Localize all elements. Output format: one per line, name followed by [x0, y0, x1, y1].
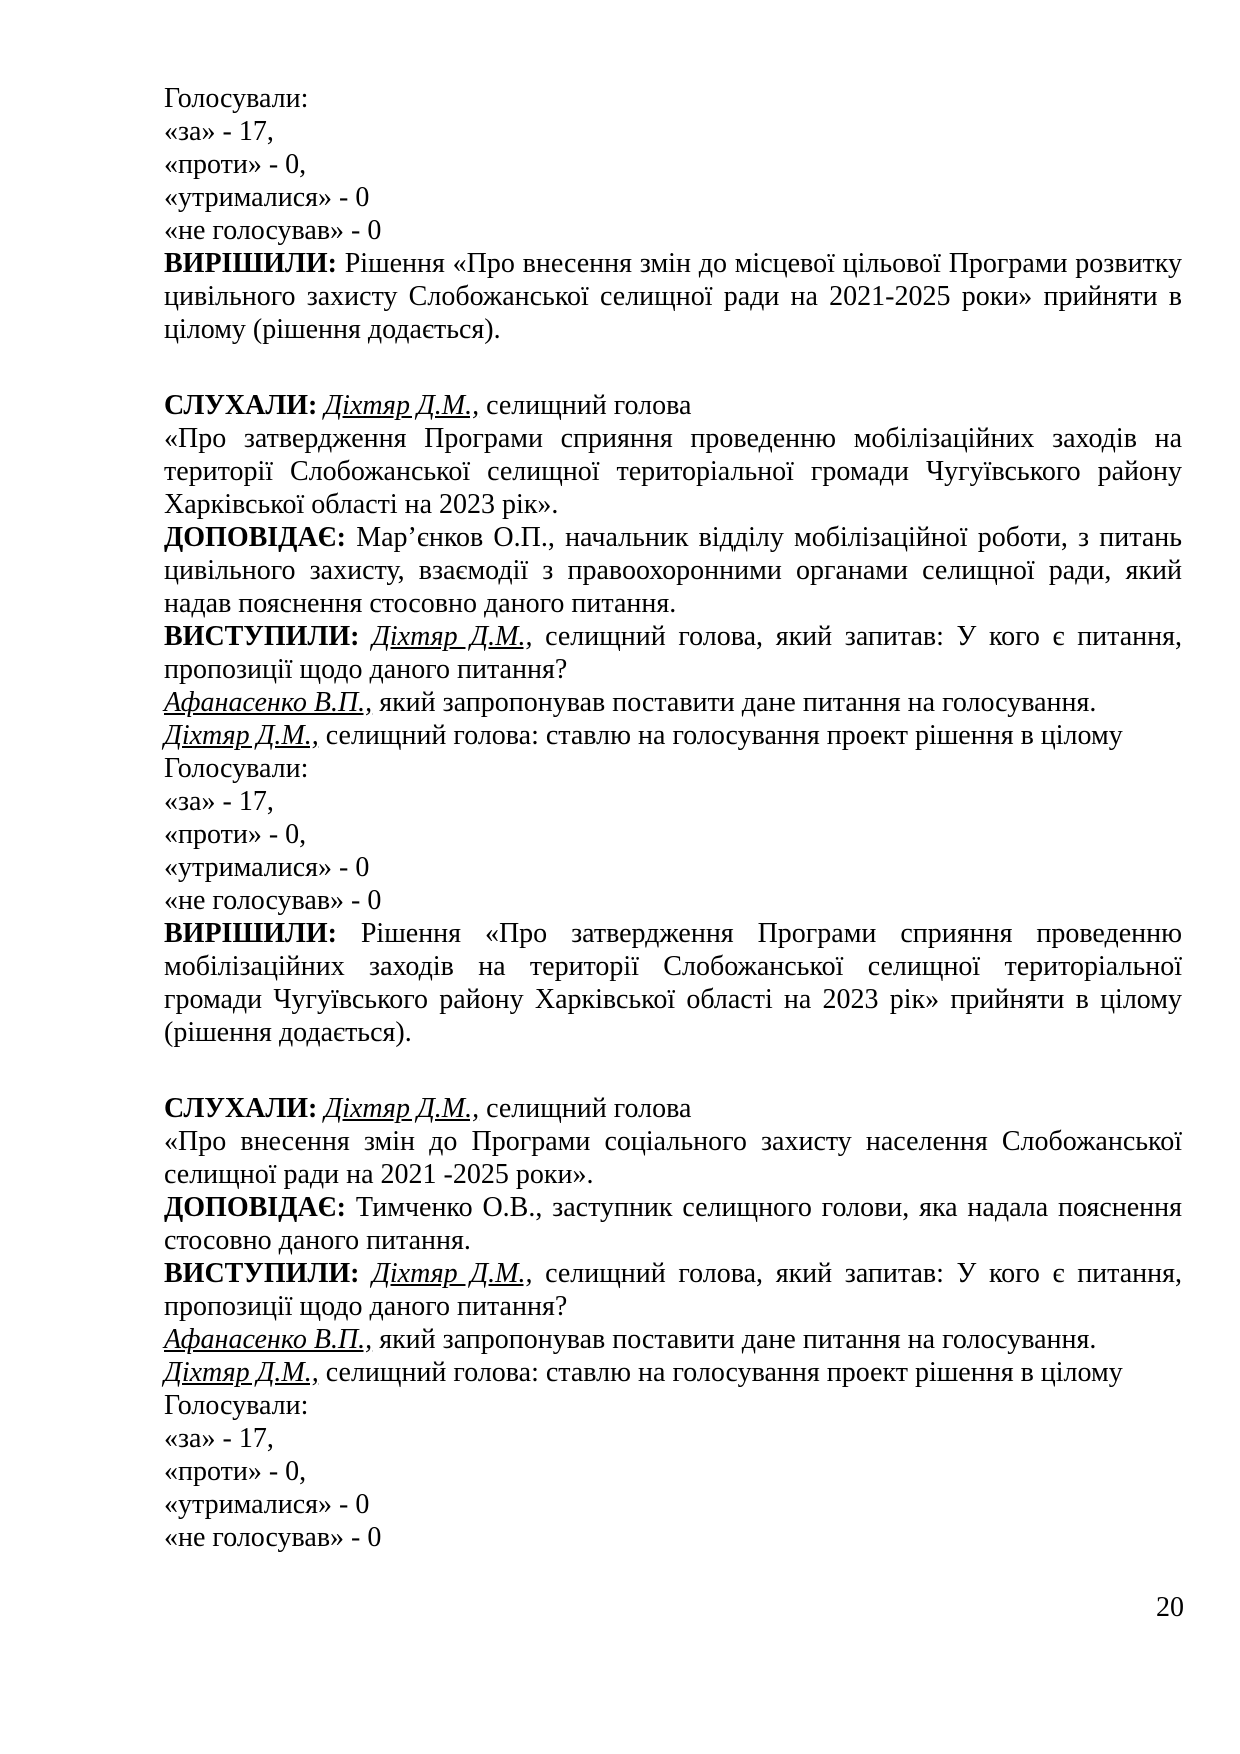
reports-paragraph [164, 1191, 1182, 1257]
put-person: Діхтяр Д.М., [164, 1357, 319, 1388]
reports-label: ДОПОВІДАЄ: [164, 522, 346, 553]
heard-role: селищний голова [486, 1093, 692, 1124]
proposal-paragraph [164, 1323, 1182, 1356]
spoke-person: Діхтяр Д.М., [372, 1258, 533, 1289]
decided-label: ВИРІШИЛИ: [164, 248, 337, 279]
proposal-person: Афанасенко В.П., [164, 1324, 373, 1355]
decision-paragraph [164, 247, 1182, 346]
votes-for: «за» - 17, [164, 116, 274, 147]
decided-text: Рішення «Про внесення змін до місцевої цільової Програми розвитку цивільного захисту Слобожанської селищної ради на 2021-2025 роки» прийняти в цілому (рішення додається). [164, 248, 1182, 345]
spoke-text: селищний голова, який запитав: У кого є питання, пропозиції щодо даного питання? [164, 1258, 1183, 1322]
spoke-text: селищний голова, який запитав: У кого є питання, пропозиції щодо даного питання? [164, 621, 1183, 685]
reports-text: Мар’єнков О.П., начальник відділу мобілізаційної роботи, з питань цивільного захисту, взаємодії з правоохоронними органами селищної ради, який надав пояснення стосовно даного питання. [164, 522, 1183, 619]
spoke-paragraph [164, 1257, 1182, 1323]
votes-abstained: «утрималися» - 0 [164, 182, 370, 213]
proposal-paragraph [164, 686, 1182, 719]
votes-abstained: «утрималися» - 0 [164, 852, 370, 883]
reports-paragraph [164, 521, 1182, 620]
votes-for: «за» - 17, [164, 1423, 274, 1454]
proposal-text: який запропонував поставити дане питання на голосування. [379, 1324, 1097, 1355]
put-person: Діхтяр Д.М., [164, 720, 319, 751]
put-text: селищний голова: ставлю на голосування проект рішення в цілому [325, 720, 1123, 751]
spoke-paragraph [164, 620, 1182, 686]
decided-label: ВИРІШИЛИ: [164, 918, 337, 949]
reports-text: Тимченко О.В., заступник селищного голови, яка надала пояснення стосовно даного питання. [164, 1192, 1183, 1256]
votes-not-voted: «не голосував» - 0 [164, 1522, 382, 1553]
section-gap [164, 346, 1182, 389]
votes-not-voted: «не голосував» - 0 [164, 885, 382, 916]
votes-against: «проти» - 0, [164, 149, 307, 180]
section-gap [164, 1049, 1182, 1092]
heard-paragraph [164, 389, 1182, 422]
spoke-person: Діхтяр Д.М., [372, 621, 533, 652]
decided-text: Рішення «Про затвердження Програми сприяння проведенню мобілізаційних заходів на території Слобожанської селищної територіальної громади Чугуївського району Харківської області на 2023 рік» прийняти в цілому (рішення додається). [164, 918, 1183, 1048]
votes-against: «проти» - 0, [164, 819, 307, 850]
page-number: 20 [1156, 1592, 1184, 1623]
heard-paragraph [164, 1092, 1182, 1125]
votes-not-voted: «не голосував» - 0 [164, 215, 382, 246]
proposal-person: Афанасенко В.П., [164, 687, 373, 718]
topic-paragraph: «Про внесення змін до Програми соціального захисту населення Слобожанської селищної ради на 2021 -2025 роки». [164, 1126, 1182, 1190]
put-to-vote-paragraph [164, 719, 1182, 752]
spoke-label: ВИСТУПИЛИ: [164, 621, 360, 652]
put-text: селищний голова: ставлю на голосування проект рішення в цілому [325, 1357, 1123, 1388]
votes-for: «за» - 17, [164, 786, 274, 817]
reports-label: ДОПОВІДАЄ: [164, 1192, 346, 1223]
heard-person: Діхтяр Д.М., [324, 1093, 480, 1124]
heard-label: СЛУХАЛИ: [164, 390, 318, 421]
decision-paragraph [164, 917, 1182, 1049]
topic-paragraph: «Про затвердження Програми сприяння проведенню мобілізаційних заходів на території Слобожанської селищної територіальної громади Чугуївського району Харківської області на 2023 рік». [164, 423, 1182, 520]
heard-label: СЛУХАЛИ: [164, 1093, 318, 1124]
votes-header: Голосували: [164, 1390, 309, 1421]
spoke-label: ВИСТУПИЛИ: [164, 1258, 360, 1289]
votes-header: Голосували: [164, 753, 309, 784]
proposal-text: який запропонував поставити дане питання на голосування. [379, 687, 1097, 718]
document-page [164, 82, 1182, 1554]
heard-role: селищний голова [486, 390, 692, 421]
votes-against: «проти» - 0, [164, 1456, 307, 1487]
put-to-vote-paragraph [164, 1356, 1182, 1389]
votes-abstained: «утрималися» - 0 [164, 1489, 370, 1520]
heard-person: Діхтяр Д.М., [324, 390, 480, 421]
votes-header: Голосували: [164, 83, 309, 114]
